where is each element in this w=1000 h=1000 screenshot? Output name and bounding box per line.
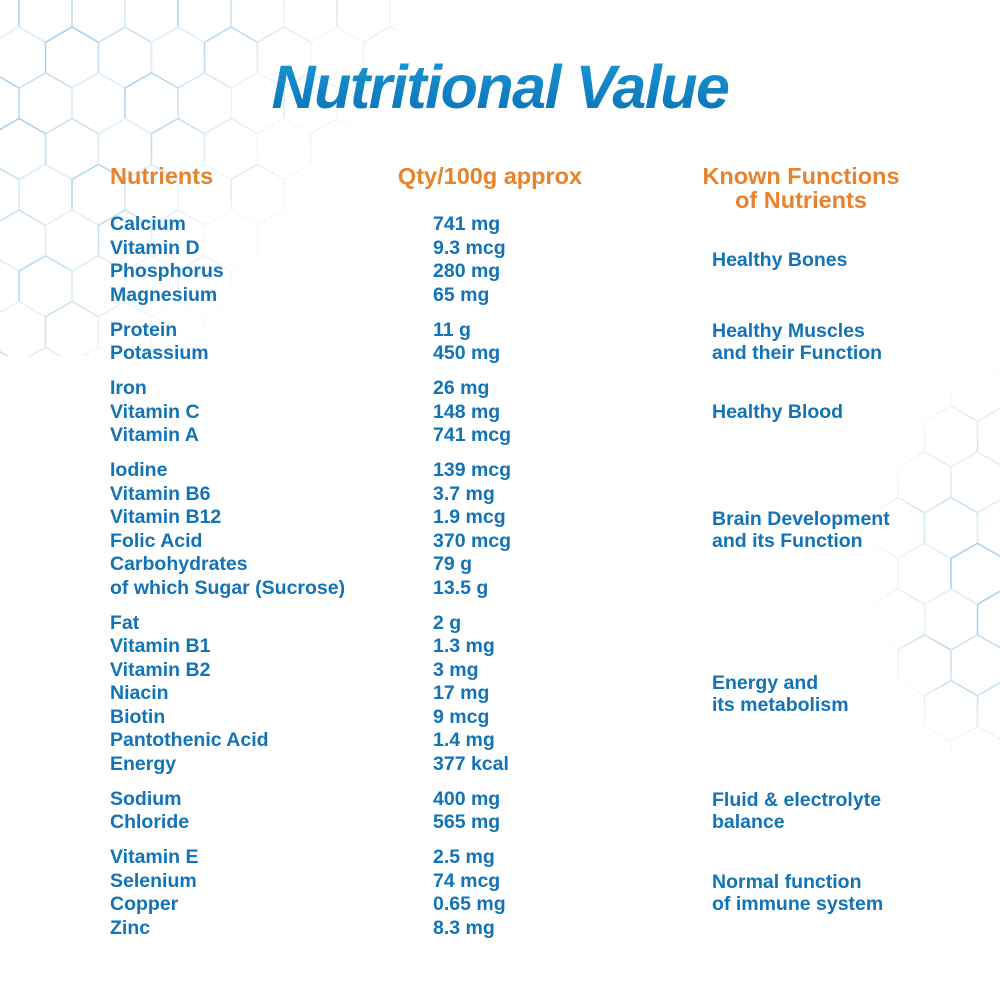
nutrient-name: Folic Acid — [110, 529, 203, 552]
nutrient-name: Selenium — [110, 869, 197, 892]
column-header-functions-line1: Known Functions — [702, 163, 900, 189]
column-header-nutrients: Nutrients — [110, 163, 214, 189]
nutrient-names-column — [110, 612, 365, 777]
nutrient-group — [0, 846, 1000, 940]
hexagon-outline — [125, 0, 178, 42]
hexagon-outline — [46, 119, 99, 180]
nutrient-qty-column — [365, 319, 615, 366]
nutrient-function-line: its metabolism — [712, 693, 849, 716]
nutrient-names-column — [110, 377, 365, 448]
nutrient-qty: 11 g — [433, 318, 471, 341]
nutrient-name: Carbohydrates — [110, 553, 248, 575]
hexagon-outline — [0, 119, 46, 180]
nutrient-qty: 65 mg — [433, 283, 490, 306]
nutrient-qty: 280 mg — [433, 260, 501, 282]
nutrient-name: Vitamin C — [110, 400, 200, 423]
nutrient-function-line: and their Function — [712, 342, 883, 364]
nutrient-function-line: Normal function — [712, 871, 862, 893]
nutrient-qty: 0.65 mg — [433, 893, 506, 915]
nutrient-name: Magnesium — [110, 283, 218, 306]
nutrient-name: Calcium — [110, 213, 186, 235]
nutrient-qty: 3.7 mg — [433, 482, 495, 505]
nutrient-qty: 400 mg — [433, 787, 501, 810]
nutrient-function — [688, 612, 914, 777]
nutrient-name: Vitamin B6 — [110, 482, 211, 505]
nutrient-qty: 79 g — [433, 553, 473, 575]
nutrient-name: Protein — [110, 318, 178, 341]
nutrient-function-line: and its Function — [712, 529, 863, 552]
nutrient-function — [688, 846, 914, 940]
nutrient-names-column — [110, 788, 365, 835]
nutrient-group — [0, 213, 1000, 307]
nutrient-function — [688, 319, 914, 366]
nutrient-name: Copper — [110, 893, 179, 915]
nutrient-name: Vitamin B1 — [110, 635, 211, 657]
nutrient-qty: 565 mg — [433, 811, 501, 833]
nutrient-qty: 450 mg — [433, 342, 501, 364]
nutrient-qty-column — [365, 612, 615, 777]
nutrient-qty: 370 mcg — [433, 529, 512, 552]
nutrient-name: Iodine — [110, 459, 168, 481]
nutrient-name: Niacin — [110, 682, 169, 704]
nutrient-name: Phosphorus — [110, 260, 224, 282]
nutrient-qty: 1.4 mg — [433, 729, 495, 751]
nutrient-name: Zinc — [110, 916, 151, 939]
nutrient-qty: 2.5 mg — [433, 846, 495, 868]
nutrient-group — [0, 788, 1000, 835]
nutrient-qty: 13.5 g — [433, 576, 489, 599]
nutrient-qty: 3 mg — [433, 658, 479, 681]
nutrient-qty-column — [365, 459, 615, 600]
nutrient-names-column — [110, 213, 365, 307]
hexagon-outline — [178, 0, 231, 42]
hexagon-outline — [231, 0, 284, 42]
nutrient-names-column — [110, 459, 365, 600]
nutrient-name: Vitamin A — [110, 424, 199, 446]
nutrient-function — [688, 788, 914, 835]
hexagon-outline — [0, 0, 19, 42]
column-header-functions — [688, 164, 914, 212]
nutrient-qty: 26 mg — [433, 377, 490, 399]
nutrient-qty: 9 mcg — [433, 705, 490, 728]
nutrient-qty: 139 mcg — [433, 459, 512, 481]
page-title: Nutritional Value — [0, 52, 1000, 122]
nutrient-function-line: Fluid & electrolyte — [712, 789, 882, 811]
nutrient-function — [688, 213, 914, 307]
nutrient-group — [0, 319, 1000, 366]
nutrient-function-line: Healthy Bones — [712, 249, 848, 271]
nutrients-table — [0, 213, 1000, 952]
nutrient-name: Vitamin D — [110, 236, 200, 259]
hexagon-outline — [19, 0, 72, 42]
nutrient-function-line: Healthy Blood — [712, 401, 844, 424]
nutrient-function-line: Brain Development — [712, 507, 890, 530]
nutrient-qty: 74 mcg — [433, 869, 501, 892]
hexagon-outline — [390, 0, 396, 42]
column-header-functions-line2: of Nutrients — [735, 187, 867, 213]
nutrient-qty: 17 mg — [433, 682, 490, 704]
nutrient-group — [0, 612, 1000, 777]
nutrient-function — [688, 459, 914, 600]
nutrient-qty-column — [365, 846, 615, 940]
nutrient-name: Vitamin B12 — [110, 506, 222, 528]
nutrient-name: Fat — [110, 611, 140, 634]
nutrient-group — [0, 459, 1000, 600]
hexagon-outline — [72, 0, 125, 42]
nutrient-function-line: of immune system — [712, 893, 884, 915]
nutrient-qty: 8.3 mg — [433, 916, 495, 939]
nutrient-name: Vitamin E — [110, 846, 199, 868]
nutrient-qty-column — [365, 377, 615, 448]
nutrient-function — [688, 377, 914, 448]
nutrient-name: Sodium — [110, 787, 182, 810]
nutrient-qty: 741 mg — [433, 213, 501, 235]
nutrient-name: of which Sugar (Sucrose) — [110, 576, 346, 599]
nutrient-function-line: Energy and — [712, 671, 819, 694]
nutrient-qty-column — [365, 213, 615, 307]
nutrient-name: Iron — [110, 377, 147, 399]
hexagon-outline — [337, 0, 390, 42]
nutrient-qty: 1.9 mcg — [433, 506, 506, 528]
nutrient-group — [0, 377, 1000, 448]
nutrient-qty: 1.3 mg — [433, 635, 495, 657]
nutrient-qty: 2 g — [433, 611, 462, 634]
nutrient-qty: 148 mg — [433, 400, 501, 423]
nutrient-qty: 9.3 mcg — [433, 236, 506, 259]
nutrient-name: Energy — [110, 752, 177, 775]
nutrient-name: Potassium — [110, 342, 209, 364]
nutrient-qty-column — [365, 788, 615, 835]
nutrient-names-column — [110, 319, 365, 366]
nutrient-qty: 741 mcg — [433, 424, 512, 446]
nutrient-names-column — [110, 846, 365, 940]
nutrient-name: Vitamin B2 — [110, 658, 211, 681]
nutrient-name: Biotin — [110, 705, 166, 728]
nutrient-name: Chloride — [110, 811, 190, 833]
nutrient-name: Pantothenic Acid — [110, 729, 269, 751]
nutrient-function-line: Healthy Muscles — [712, 320, 865, 342]
hexagon-outline — [284, 0, 337, 42]
column-header-qty: Qty/100g approx — [397, 163, 583, 189]
nutrient-qty: 377 kcal — [433, 752, 509, 775]
nutrient-function-line: balance — [712, 811, 785, 833]
